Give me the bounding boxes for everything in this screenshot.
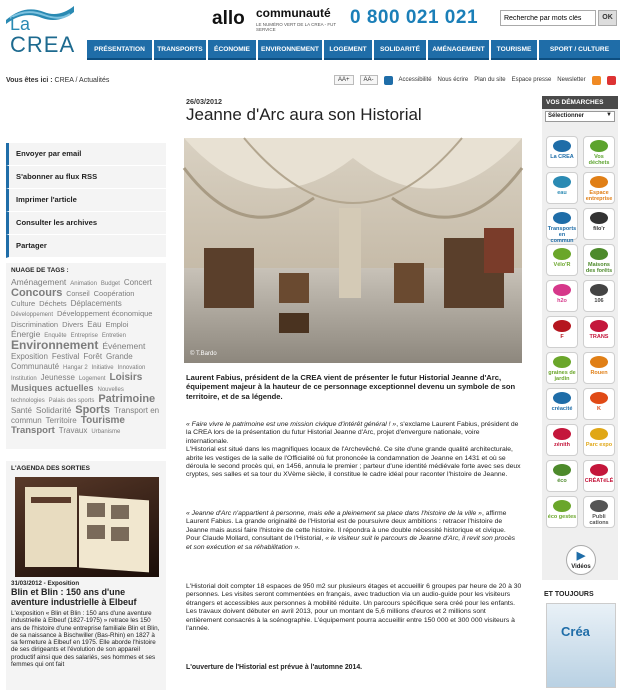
logo-line1: La bbox=[10, 14, 31, 34]
demarche-label: Parc expo bbox=[585, 442, 613, 448]
demarche-tile[interactable] bbox=[583, 424, 615, 456]
demarche-label: Rouen bbox=[590, 370, 608, 376]
album-photo-icon bbox=[15, 477, 159, 577]
quote-1: « Faire vivre le patrimoine est une mission civique d'intérêt général ! » bbox=[186, 421, 397, 428]
breadcrumb-prefix: Vous êtes ici : bbox=[6, 77, 53, 84]
tag-link[interactable]: Initiative bbox=[91, 365, 114, 371]
tag-link[interactable]: Loisirs bbox=[109, 372, 143, 383]
demarche-tile[interactable] bbox=[546, 388, 578, 420]
tag-link[interactable]: Transport en commun bbox=[11, 406, 160, 425]
tag-link[interactable]: Coopération bbox=[93, 289, 135, 298]
vaulted-hall-image bbox=[184, 138, 522, 363]
nav-presentation[interactable]: PRÉSENTATION bbox=[87, 40, 152, 60]
tag-link[interactable]: Festival bbox=[51, 352, 80, 361]
rss-icon[interactable] bbox=[592, 76, 601, 85]
tag-link[interactable]: Jeunesse bbox=[40, 373, 75, 382]
demarche-tile[interactable] bbox=[546, 172, 578, 204]
demarche-tile[interactable] bbox=[583, 136, 615, 168]
video-label: Vidéos bbox=[571, 564, 591, 570]
demarche-label: F bbox=[560, 334, 564, 340]
paragraph-1-text: , s'exclame Laurent Fabius, président de la CREA lors de la présentation du futur Historial Jeanne d'Arc, projet d'envergure nationale, voire internationale. bbox=[186, 421, 519, 445]
tag-link[interactable]: Environnement bbox=[11, 338, 99, 352]
demarche-logo-icon bbox=[590, 284, 608, 296]
tag-link[interactable]: Budget bbox=[100, 281, 120, 287]
demarche-label: Espace entreprise bbox=[585, 190, 613, 202]
demarche-logo-icon bbox=[590, 140, 608, 152]
tag-link[interactable]: Exposition bbox=[11, 352, 48, 361]
tag-link[interactable]: Patrimoine bbox=[98, 393, 156, 405]
demarche-tile[interactable] bbox=[583, 316, 615, 348]
demarches-panel bbox=[542, 96, 618, 580]
demarche-label: K bbox=[597, 406, 601, 412]
tag-link[interactable]: Institution bbox=[11, 376, 37, 382]
share-link[interactable]: Partager bbox=[6, 235, 166, 258]
demarche-label: Vos déchets bbox=[588, 154, 610, 166]
nav-logement[interactable]: LOGEMENT bbox=[324, 40, 372, 60]
demarche-label: La CREA bbox=[550, 154, 574, 160]
demarche-logo-icon bbox=[553, 500, 571, 512]
tag-link[interactable]: Sports bbox=[75, 404, 111, 416]
allo-subtitle: LE NUMÉRO VERT DE LA CREA - FUT SERVICE bbox=[256, 22, 337, 32]
tag-link[interactable]: Énergie bbox=[11, 329, 41, 339]
tag-link[interactable]: Divers bbox=[62, 320, 84, 329]
demarche-tile[interactable] bbox=[546, 208, 578, 244]
demarche-logo-icon bbox=[553, 356, 571, 368]
tag-link[interactable]: Musiques actuelles bbox=[11, 383, 94, 393]
article-conclusion: L'ouverture de l'Historial est prévue à l'automne 2014. bbox=[186, 664, 363, 671]
demarche-label: 106 bbox=[594, 298, 604, 304]
demarche-label: Transports en commun bbox=[547, 226, 577, 244]
paragraph-1b-text: L'Historial est situé dans les magnifiques locaux de l'Archevêché. Ce site d'une grande qualité architecturale, abrite les vestiges de la salle de l'Officialité où fut prononcée la condamnation de Jeanne en 1431 et où se déroula le second procès qui, en 1456, annula le premier ; parteur d'une identité médiévale forte avec ses deux cryptes, ses salles et sa tour du XVème siècle, il constitue le cadre idéal pour raconter l'histoire de Jeanne. bbox=[186, 446, 521, 479]
font-increase-button[interactable]: AA+ bbox=[334, 75, 354, 85]
demarche-tile[interactable] bbox=[583, 244, 615, 276]
demarche-logo-icon bbox=[553, 464, 571, 476]
article-date: 26/03/2012 bbox=[186, 97, 222, 106]
demarche-tile[interactable] bbox=[546, 136, 578, 168]
demarche-logo-icon bbox=[590, 320, 608, 332]
tag-link[interactable]: Transport bbox=[11, 425, 55, 436]
tag-link[interactable]: Culture bbox=[11, 299, 36, 308]
tag-link[interactable]: Déchets bbox=[39, 299, 67, 308]
demarche-label: Publi cations bbox=[589, 514, 609, 526]
tag-link[interactable]: Grande bbox=[106, 352, 133, 361]
archives-link[interactable]: Consulter les archives bbox=[6, 212, 166, 235]
nav-transports[interactable]: TRANSPORTS bbox=[154, 40, 206, 60]
tag-link[interactable]: Hangar 2 bbox=[62, 365, 88, 371]
tag-link[interactable]: Nouvelles technologies bbox=[11, 387, 124, 404]
agenda-text: L'exposition « Blin et Blin : 150 ans d'une aventure industrielle à Elbeuf (1827-1975) » retrace les 150 ans de l'histoire d'une entreprise familiale Blin et Blin, de sa naissance à Bischwiller (Bas-Rhin) en 1827 à sa fermeture à Elbeuf en 1975. Elle aborde l'histoire de ses dirigeants et l'évolution de son appareil productif ainsi que des salariés, ses hommes et ses femmes qui ont fait bbox=[11, 610, 160, 669]
demarche-label: CRÉATéLÉ bbox=[584, 478, 614, 484]
demarche-logo-icon bbox=[590, 500, 608, 512]
article-paragraph-1 bbox=[186, 421, 522, 480]
allo-label: allo bbox=[212, 8, 245, 29]
nav-economie[interactable]: ÉCONOMIE bbox=[208, 40, 256, 60]
demarche-label: créacité bbox=[551, 406, 573, 412]
play-icon: ▶ bbox=[576, 550, 586, 562]
newsletter-link[interactable]: Newsletter bbox=[557, 77, 586, 83]
demarche-logo-icon bbox=[553, 248, 571, 260]
paragraph-2b-text: Pour Claude Mollard, consultant de l'Historial, bbox=[186, 535, 326, 543]
search-button[interactable]: OK bbox=[598, 10, 617, 26]
print-link[interactable]: Imprimer l'article bbox=[6, 189, 166, 212]
tag-link[interactable]: Solidarité bbox=[35, 405, 72, 415]
tag-link[interactable]: Emploi bbox=[105, 320, 129, 329]
tag-cloud-box bbox=[6, 263, 166, 449]
breadcrumb bbox=[6, 77, 109, 84]
paragraph-2-text: , affirme Laurent Fabius. La grande originalité de l'Historial est de poursuivre deux ambitions : retracer l'histoire de Jeanne mais aussi faire l'histoire de cette histoire. Il répondra à une double nécessité historique et civique. bbox=[186, 510, 507, 534]
article-actions bbox=[6, 143, 166, 258]
send-email-link[interactable]: Envoyer par email bbox=[6, 143, 166, 166]
demarche-tile[interactable] bbox=[583, 388, 615, 420]
tag-link[interactable]: Conseil bbox=[66, 291, 90, 298]
main-nav bbox=[87, 40, 620, 60]
accessibility-icon bbox=[384, 76, 393, 85]
nav-sport-culture[interactable]: SPORT / CULTURE bbox=[539, 40, 620, 60]
tag-link[interactable]: Développement économique bbox=[56, 309, 153, 318]
tag-cloud bbox=[11, 278, 161, 437]
toujours-title: ET TOUJOURS bbox=[544, 591, 594, 598]
tag-link[interactable]: Tourisme bbox=[80, 415, 125, 426]
breadcrumb-path[interactable]: CREA / Actualités bbox=[54, 77, 110, 84]
tag-link[interactable]: Logement bbox=[78, 376, 106, 382]
demarches-select[interactable] bbox=[545, 111, 615, 122]
article-photo bbox=[184, 138, 522, 363]
tag-link[interactable]: Événement bbox=[102, 341, 146, 351]
demarche-label: zénith bbox=[554, 442, 570, 448]
demarche-label: graines de jardin bbox=[548, 370, 576, 382]
demarche-logo-icon bbox=[590, 212, 608, 224]
nav-environnement[interactable]: ENVIRONNEMENT bbox=[258, 40, 322, 60]
chevron-down-icon: ▼ bbox=[606, 112, 612, 118]
paragraph-3-text: L'Historial doit compter 18 espaces de 950 m2 sur plusieurs étages et accueillir 6 groupes par heure de 20 à 30 personnes. Les visites seront commentées en français, avec traduction via un audio-guide pour les visiteurs étrangers et accessibles aux personnes à mobilité réduite. Un parcours spécifique sera créé pour les enfants. bbox=[186, 583, 522, 607]
demarche-tile[interactable] bbox=[583, 496, 615, 528]
tag-link[interactable]: Innovation bbox=[117, 365, 146, 371]
demarche-label: filo'r bbox=[593, 226, 605, 232]
demarche-label: éco gestes bbox=[547, 514, 577, 520]
agenda-box bbox=[6, 461, 166, 690]
tag-link[interactable]: Développement bbox=[11, 312, 54, 318]
demarche-logo-icon bbox=[553, 140, 571, 152]
search-input[interactable] bbox=[500, 10, 596, 26]
demarche-logo-icon bbox=[590, 392, 608, 404]
demarche-tile[interactable] bbox=[583, 460, 615, 492]
demarche-logo-icon bbox=[553, 320, 571, 332]
demarche-tile[interactable] bbox=[546, 496, 578, 528]
demarche-tile[interactable] bbox=[583, 280, 615, 312]
tag-link[interactable]: Enquête bbox=[44, 333, 67, 339]
demarche-label: Vélo'R bbox=[553, 262, 571, 268]
demarche-label: TRANS bbox=[589, 334, 609, 340]
tag-link[interactable]: Santé bbox=[11, 406, 32, 415]
logo-line2: CREA bbox=[10, 32, 76, 57]
accessibility-link[interactable]: Accessibilité bbox=[398, 77, 432, 83]
demarches-select-value: Sélectionner bbox=[548, 113, 585, 119]
tag-link[interactable]: Animation bbox=[70, 281, 97, 287]
magazine-brand: Créa bbox=[561, 624, 590, 639]
nav-amenagement[interactable]: AMÉNAGEMENT bbox=[428, 40, 489, 60]
demarche-logo-icon bbox=[553, 176, 571, 188]
tag-link[interactable]: Concert bbox=[123, 278, 152, 287]
nav-solidarite[interactable]: SOLIDARITÉ bbox=[374, 40, 426, 60]
demarche-tile[interactable] bbox=[583, 208, 615, 240]
demarche-label: éco bbox=[557, 478, 567, 484]
demarche-tile[interactable] bbox=[546, 316, 578, 348]
tag-link[interactable]: Urbanisme bbox=[91, 429, 121, 435]
tag-link[interactable]: Communauté bbox=[11, 362, 60, 371]
demarche-logo-icon bbox=[553, 428, 571, 440]
demarche-label: eau bbox=[557, 190, 567, 196]
demarche-tile[interactable] bbox=[546, 280, 578, 312]
tools-bar bbox=[334, 75, 616, 85]
font-decrease-button[interactable]: AA- bbox=[360, 75, 378, 85]
tag-link[interactable]: Palais des sports bbox=[48, 398, 95, 404]
magazine-cover[interactable] bbox=[546, 603, 616, 688]
quote-2: « Jeanne d'Arc n'appartient à personne, mais elle a pleinement sa place dans l'histoire de la ville » bbox=[186, 510, 482, 517]
tag-link[interactable]: Aménagement bbox=[11, 277, 67, 287]
demarche-tile[interactable] bbox=[583, 172, 615, 204]
agenda-headline[interactable]: Blin et Blin : 150 ans d'une aventure industrielle à Elbeuf bbox=[11, 587, 137, 607]
demarche-logo-icon bbox=[553, 212, 571, 224]
video-button[interactable] bbox=[566, 545, 596, 575]
demarche-tile[interactable] bbox=[546, 352, 578, 384]
article-paragraph-3 bbox=[186, 583, 522, 633]
nav-tourisme[interactable]: TOURISME bbox=[491, 40, 537, 60]
tag-link[interactable]: Entretien bbox=[101, 333, 126, 339]
demarche-logo-icon bbox=[590, 248, 608, 260]
demarche-logo-icon bbox=[553, 284, 571, 296]
tag-cloud-title: NUAGE DE TAGS : bbox=[11, 267, 69, 274]
contact-link[interactable]: Nous écrire bbox=[437, 77, 469, 83]
communaute-label: communauté bbox=[256, 6, 331, 20]
tag-link[interactable]: Discrimination bbox=[11, 320, 59, 329]
share-icon[interactable] bbox=[607, 76, 616, 85]
demarche-tile[interactable] bbox=[546, 424, 578, 456]
tag-link[interactable]: Concours bbox=[11, 287, 63, 299]
agenda-date: 31/03/2012 - Exposition bbox=[11, 580, 80, 587]
demarche-logo-icon bbox=[590, 356, 608, 368]
photo-credit: © T.Bardo bbox=[190, 351, 217, 357]
demarche-tile[interactable] bbox=[583, 352, 615, 384]
agenda-title: L'AGENDA DES SORTIES bbox=[11, 465, 90, 472]
tag-link[interactable]: Entreprise bbox=[70, 333, 98, 339]
phone-number[interactable]: 0 800 021 021 bbox=[350, 7, 479, 28]
demarche-logo-icon bbox=[553, 392, 571, 404]
sitemap-link[interactable]: Plan du site bbox=[474, 77, 506, 83]
press-link[interactable]: Espace presse bbox=[511, 77, 552, 83]
tag-link[interactable]: Territoire bbox=[45, 416, 77, 425]
demarche-tile[interactable] bbox=[546, 460, 578, 492]
agenda-image[interactable] bbox=[15, 477, 159, 577]
article-title: Jeanne d'Arc aura son Historial bbox=[186, 105, 422, 124]
tag-link[interactable]: Déplacements bbox=[70, 299, 122, 308]
demarche-label: h2o bbox=[557, 298, 567, 304]
tag-link[interactable]: Forêt bbox=[83, 352, 103, 361]
quote-3: « le visiteur suit le parcours de Jeanne d'Arc, il revit son procès et son exécution et sa réhabilitation ». bbox=[186, 535, 516, 551]
paragraph-3b-text: Les travaux doivent débuter en avril 2013, pour un montant de 5,6 millions d'euros et 2 millions sont entièrement consacrés à la scénographie. L'équipement pourra accueillir entre 150 000 et 300 000 visiteurs à l'année. bbox=[186, 608, 515, 633]
tag-link[interactable]: Eau bbox=[87, 320, 102, 329]
tag-link[interactable]: Travaux bbox=[58, 426, 88, 435]
demarche-logo-icon bbox=[590, 176, 608, 188]
demarche-logo-icon bbox=[590, 464, 608, 476]
article-paragraph-2 bbox=[186, 510, 522, 552]
demarche-logo-icon bbox=[590, 428, 608, 440]
demarche-label: Maisons des forêts bbox=[585, 262, 613, 274]
article-intro: Laurent Fabius, président de la CREA vient de présenter le futur Historial Jeanne d'Arc, équipement majeur à la hauteur de ce personnage exceptionnel devenu un symbole de son territoire, et de sa légende. bbox=[186, 373, 516, 401]
demarche-tile[interactable] bbox=[546, 244, 578, 276]
demarches-title: VOS DÉMARCHES bbox=[542, 96, 618, 109]
rss-subscribe-link[interactable]: S'abonner au flux RSS bbox=[6, 166, 166, 189]
